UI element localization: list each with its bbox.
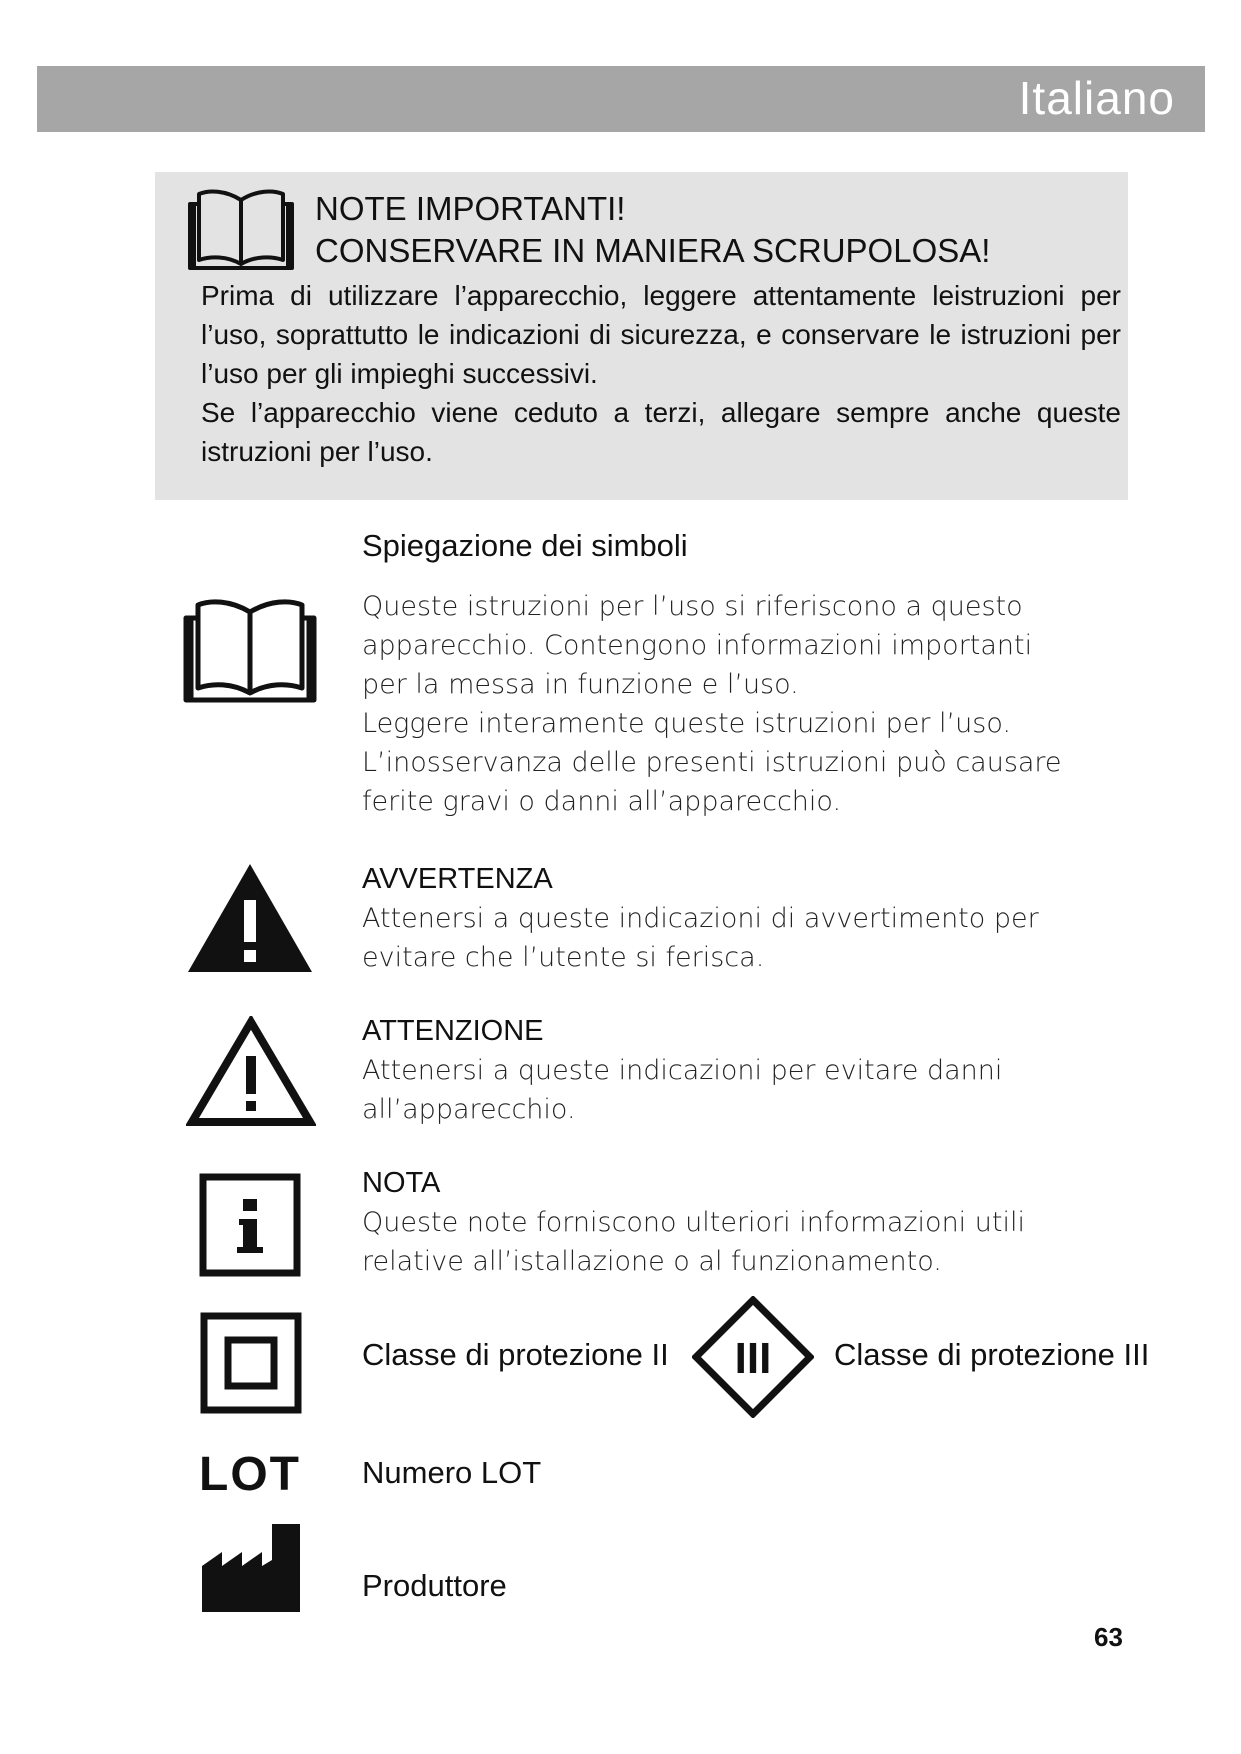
caution-text: Attenersi a queste indicazioni per evitare danni all’apparecchio. (362, 1055, 1003, 1125)
protection-class-3-label: Classe di protezione III (834, 1337, 1150, 1372)
protection-class-2-icon (200, 1312, 302, 1414)
language-title: Italiano (1018, 72, 1175, 124)
info-icon (199, 1173, 301, 1277)
manual-description (362, 587, 1082, 821)
note-block (362, 1164, 1082, 1281)
note-paragraph-1: Prima di utilizzare l’apparecchio, leggere attentamente leistruzioni per l’uso, soprattutto le indicazioni di sicurezza, e conservare le istruzioni per l’uso per gli impieghi successivi. (201, 280, 1121, 389)
manual-text-1: Queste istruzioni per l’uso si riferiscono a questo apparecchio. Contengono informazioni importanti per la messa in funzione e l’uso. (362, 591, 1033, 700)
warning-block (362, 860, 1082, 977)
manufacturer-icon (200, 1522, 302, 1614)
symbols-heading: Spiegazione dei simboli (362, 528, 688, 563)
lot-icon-text: LOT (199, 1448, 301, 1500)
caution-label: ATTENZIONE (362, 1015, 544, 1047)
warning-label: AVVERTENZA (362, 863, 553, 895)
caution-outline-icon (186, 1016, 316, 1128)
protection-class-3-symbol-text: III (734, 1334, 772, 1383)
book-icon (185, 182, 297, 274)
warning-filled-icon (186, 862, 314, 974)
note-body (201, 276, 1121, 471)
note-title-line1: NOTE IMPORTANTI! (315, 190, 626, 227)
protection-class-3-icon (692, 1296, 814, 1418)
note-paragraph-2: Se l’apparecchio viene ceduto a terzi, allegare sempre anche queste istruzioni per l’uso. (201, 397, 1121, 467)
manual-text-3: L’inosservanza delle presenti istruzioni può causare ferite gravi o danni all’apparecchio. (362, 747, 1062, 817)
lot-label: Numero LOT (362, 1455, 542, 1490)
note-title-line2: CONSERVARE IN MANIERA SCRUPOLOSA! (315, 232, 991, 269)
language-header-bar (37, 66, 1205, 132)
lot-icon (196, 1444, 304, 1500)
important-notes-box (155, 172, 1128, 500)
note-title (315, 188, 990, 272)
book-icon (180, 590, 320, 706)
caution-block (362, 1012, 1082, 1129)
protection-class-2-label: Classe di protezione II (362, 1337, 669, 1372)
note-text: Queste note forniscono ulteriori informazioni utili relative all’istallazione o al funzionamento. (362, 1207, 1025, 1277)
manual-text-2: Leggere interamente queste istruzioni per l’uso. (362, 708, 1011, 739)
warning-text: Attenersi a queste indicazioni di avvertimento per evitare che l’utente si ferisca. (362, 903, 1039, 973)
note-label: NOTA (362, 1167, 441, 1199)
manufacturer-label: Produttore (362, 1568, 507, 1603)
page-number: 63 (1094, 1622, 1123, 1652)
